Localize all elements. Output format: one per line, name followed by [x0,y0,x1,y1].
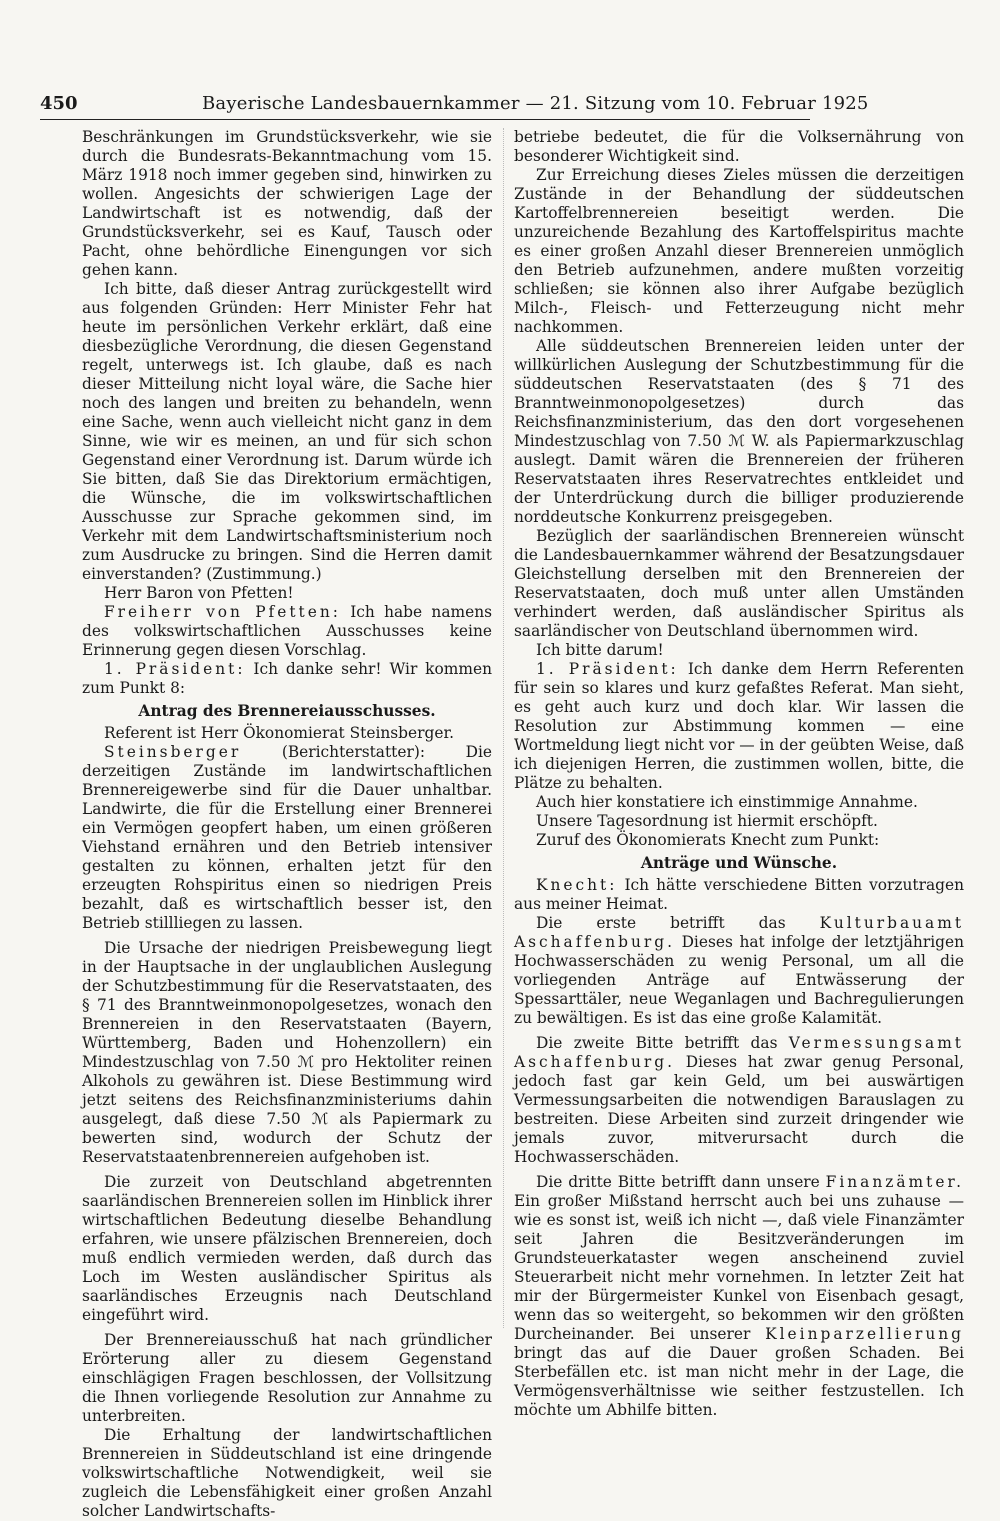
speech-paragraph [514,660,964,793]
speaker-name: 1. Präsident: [536,660,679,678]
speech-paragraph [514,876,964,914]
page-number: 450 [40,93,78,114]
paragraph: Die zurzeit von Deutschland abgetrennten saarländischen Brennereien sollen im Hinblick ihrer wirtschaftlichen Bedeutung dieselbe Behandlung erfahren, wie unsere pfälzischen Brennereien, doch muß endlich vermieden werden, daß durch das Loch im Westen ausländischer Spiritus als saarländisches Erzeugnis nach Deutschland eingeführt wird. [82,1173,492,1324]
section-heading: Anträge und Wünsche. [640,854,838,872]
speech-paragraph [82,603,492,660]
speaker-name: Steinsberger [104,743,242,761]
text-run: Ein großer Mißstand herrscht auch bei uns zuhause — wie es sonst ist, weiß ich nicht —, daß viele Finanzämter seit Jahren die Besitzveränderungen im Grundsteuerkataster wegen anscheinend zuviel Steuerarbeit nicht mehr vornehmen. In letzter Zeit hat mir der Bürgermeister Kunkel von Eisenbach gesagt, wenn das so weitergeht, so bekommen wir den größten Durcheinander. Bei unserer [514,1192,964,1343]
speech-paragraph [82,743,492,933]
speech-text: (Berichterstatter): Die derzeitigen Zustände im landwirtschaftlichen Brennereigewerbe sind für die Dauer unhaltbar. Landwirte, die für die Erstellung einer Brennerei ein Vermögen geopfert haben, um einen größeren Viehstand ernähren und den Betrieb intensiver gestalten zu können, erhalten jetzt für den erzeugten Rohspiritus einen so niedrigen Preis bezahlt, daß es wirtschaftlich besser ist, den Betrieb stillliegen zu lassen. [82,743,492,932]
paragraph: Referent ist Herr Ökonomierat Steinsberger. [104,724,455,742]
office-name: Finanzämter. [825,1173,964,1191]
paragraph: Zuruf des Ökonomierats Knecht zum Punkt: [536,831,880,849]
speech-text: Ich danke sehr! Wir kommen zum Punkt 8: [82,660,492,697]
paragraph: Ich bitte darum! [536,641,664,659]
paragraph: Auch hier konstatiere ich einstimmige Annahme. [536,793,918,811]
speaker-name: 1. Präsident: [104,660,246,678]
text-run: Die dritte Bitte betrifft dann unsere [536,1173,826,1191]
speech-text: Ich habe namens des volkswirtschaftlichen Ausschusses keine Erinnerung gegen diesen Vorschlag. [82,603,493,659]
paragraph: Herr Baron von Pfetten! [104,584,294,602]
header-rule [40,119,810,120]
right-column [514,128,964,1420]
text-run: Die erste betrifft das [536,914,820,932]
paragraph [514,1173,964,1420]
speech-paragraph [82,660,492,698]
paragraph: betriebe bedeutet, die für die Volksernährung von besonderer Wichtigkeit sind. [514,128,964,165]
speech-text: Ich hätte verschiedene Bitten vorzutragen aus meiner Heimat. [514,876,964,913]
paragraph: Beschränkungen im Grundstücksverkehr, wie sie durch die Bundesrats-Bekanntmachung vom 15. März 1918 noch immer gegeben sind, hinwirken zu wollen. Angesichts der schwierigen Lage der Landwirtschaft ist es notwendig, daß der Grundstücksverkehr, sei es Kauf, Tausch oder Pacht, ohne behördliche Einengungen vor sich gehen kann. [82,128,492,279]
paragraph: Alle süddeutschen Brennereien leiden unter der willkürlichen Auslegung der Schutzbestimmung für die süddeutschen Reservatstaaten (des § 71 des Branntweinmonopolgesetzes) durch das Reichsfinanzministerium, das den dort vorgesehenen Mindestzuschlag von 7.50 ℳ W. als Papiermarkzuschlag auslegt. Damit wären die Brennereien der früheren Reservatstaaten ihres Reservatrechtes entkleidet und der Unterdrückung durch die billiger produzierende norddeutsche Konkurrenz preisgegeben. [514,337,964,526]
paragraph: Zur Erreichung dieses Zieles müssen die derzeitigen Zustände in der Behandlung der süddeutschen Kartoffelbrennereien beseitigt werden. Die unzureichende Bezahlung des Kartoffelspiritus machte es einer großen Anzahl dieser Brennereien unmöglich den Betrieb aufzunehmen, andere mußten vorzeitig schließen; sie können also ihrer Aufgabe bezüglich Milch-, Fleisch- und Fetterzeugung nicht mehr nachkommen. [514,166,964,336]
paragraph: Unsere Tagesordnung ist hiermit erschöpft. [536,812,878,830]
speaker-name: Knecht: [536,876,618,894]
paragraph [514,1034,964,1167]
column-divider [503,128,504,1328]
text-run: Dieses hat infolge der letztjährigen Hochwasserschäden zu wenig Personal, um all die vorliegenden Anträge auf Entwässerung der Spessarttäler, neue Weganlagen und Bachregulierungen zu bewältigen. Es ist das eine große Kalamität. [514,933,964,1027]
section-heading: Antrag des Brennereiausschusses. [138,702,436,720]
office-name: Kulturbauamt Aschaffenburg. [514,914,964,951]
speaker-name: Freiherr von Pfetten: [104,603,341,621]
paragraph: Bezüglich der saarländischen Brennereien wünscht die Landesbauernkammer während der Besatzungsdauer Gleichstellung derselben mit den Brennereien der Reservatstaaten, doch muß unter allen Umständen verhindert werden, daß ausländischer Spiritus als saarländischer von Deutschland übernommen wird. [514,527,964,640]
paragraph: Die Erhaltung der landwirtschaftlichen Brennereien in Süddeutschland ist eine dringende volkswirtschaftliche Notwendigkeit, weil sie zugleich die Lebensfähigkeit einer großen Anzahl solcher Landwirtschafts- [82,1426,492,1520]
paragraph: Ich bitte, daß dieser Antrag zurückgestellt wird aus folgenden Gründen: Herr Minister Fehr hat heute im persönlichen Verkehr erklärt, daß eine diesbezügliche Verordnung, die diesen Gegenstand regelt, unterwegs ist. Ich glaube, daß es nach dieser Mitteilung nicht loyal wäre, die Sache hier noch des langen und breiten zu behandeln, wenn eine Sache, wenn auch vielleicht nicht ganz in dem Sinne, wie wir es meinen, an und für sich schon Gegenstand einer Verordnung ist. Darum würde ich Sie bitten, daß Sie das Direktorium ermächtigen, die Wünsche, die im volkswirtschaftlichen Ausschusse zur Sprache gekommen sind, im Verkehr mit dem Landwirtschaftsministerium noch zum Ausdrucke zu bringen. Sind die Herren damit einverstanden? (Zustimmung.) [82,280,492,583]
text-run: bringt das auf die Dauer großen Schaden. Bei Sterbefällen etc. ist man nicht mehr in der Lage, die Vermögensverhältnisse wie seither festzustellen. Ich möchte um Abhilfe bitten. [514,1344,964,1419]
page-header [40,93,869,117]
paragraph: Der Brennereiausschuß hat nach gründlicher Erörterung aller zu diesem Gegenstand einschlägigen Fragen beschlossen, der Vollsitzung die Ihnen vorliegende Resolution zur Annahme zu unterbreiten. [82,1331,492,1425]
running-title: Bayerische Landesbauernkammer — 21. Sitzung vom 10. Februar 1925 [202,93,869,114]
emphasized-term: Kleinparzellierung [765,1325,964,1343]
text-run: Die zweite Bitte betrifft das [536,1034,789,1052]
left-column [82,128,492,1521]
text-run: Dieses hat zwar genug Personal, jedoch fast gar kein Geld, um bei auswärtigen Vermessungsarbeiten die notwendigen Barauslagen zu bestreiten. Diese Arbeiten sind zurzeit dringender wie jemals zuvor, mitverursacht durch die Hochwasserschäden. [514,1053,964,1166]
paragraph: Die Ursache der niedrigen Preisbewegung liegt in der Hauptsache in der unglaublichen Auslegung der Schutzbestimmung für die Reservatstaaten, des § 71 des Branntweinmonopolgesetzes, wonach den Brennereien in den Reservatstaaten (Bayern, Württemberg, Baden und Hohenzollern) ein Mindestzuschlag von 7.50 ℳ pro Hektoliter reinen Alkohols zu gewähren ist. Diese Bestimmung wird jetzt seitens des Reichsfinanzministeriums dahin ausgelegt, daß diese 7.50 ℳ als Papiermark zu bewerten sind, wodurch der Schutz der Reservatstaatenbrennereien aufgehoben ist. [82,939,492,1166]
office-name: Vermessungsamt Aschaffenburg. [514,1034,964,1071]
speech-text: Ich danke dem Herrn Referenten für sein so klares und kurz gefaßtes Referat. Man sieht, es geht auch kurz und doch klar. Wir lassen die Resolution zur Abstimmung kommen — eine Wortmeldung liegt nicht vor — in der geübten Weise, daß ich diejenigen Herren, die zustimmen wollen, bitte, die Plätze zu behalten. [514,660,964,792]
paragraph [514,914,964,1028]
